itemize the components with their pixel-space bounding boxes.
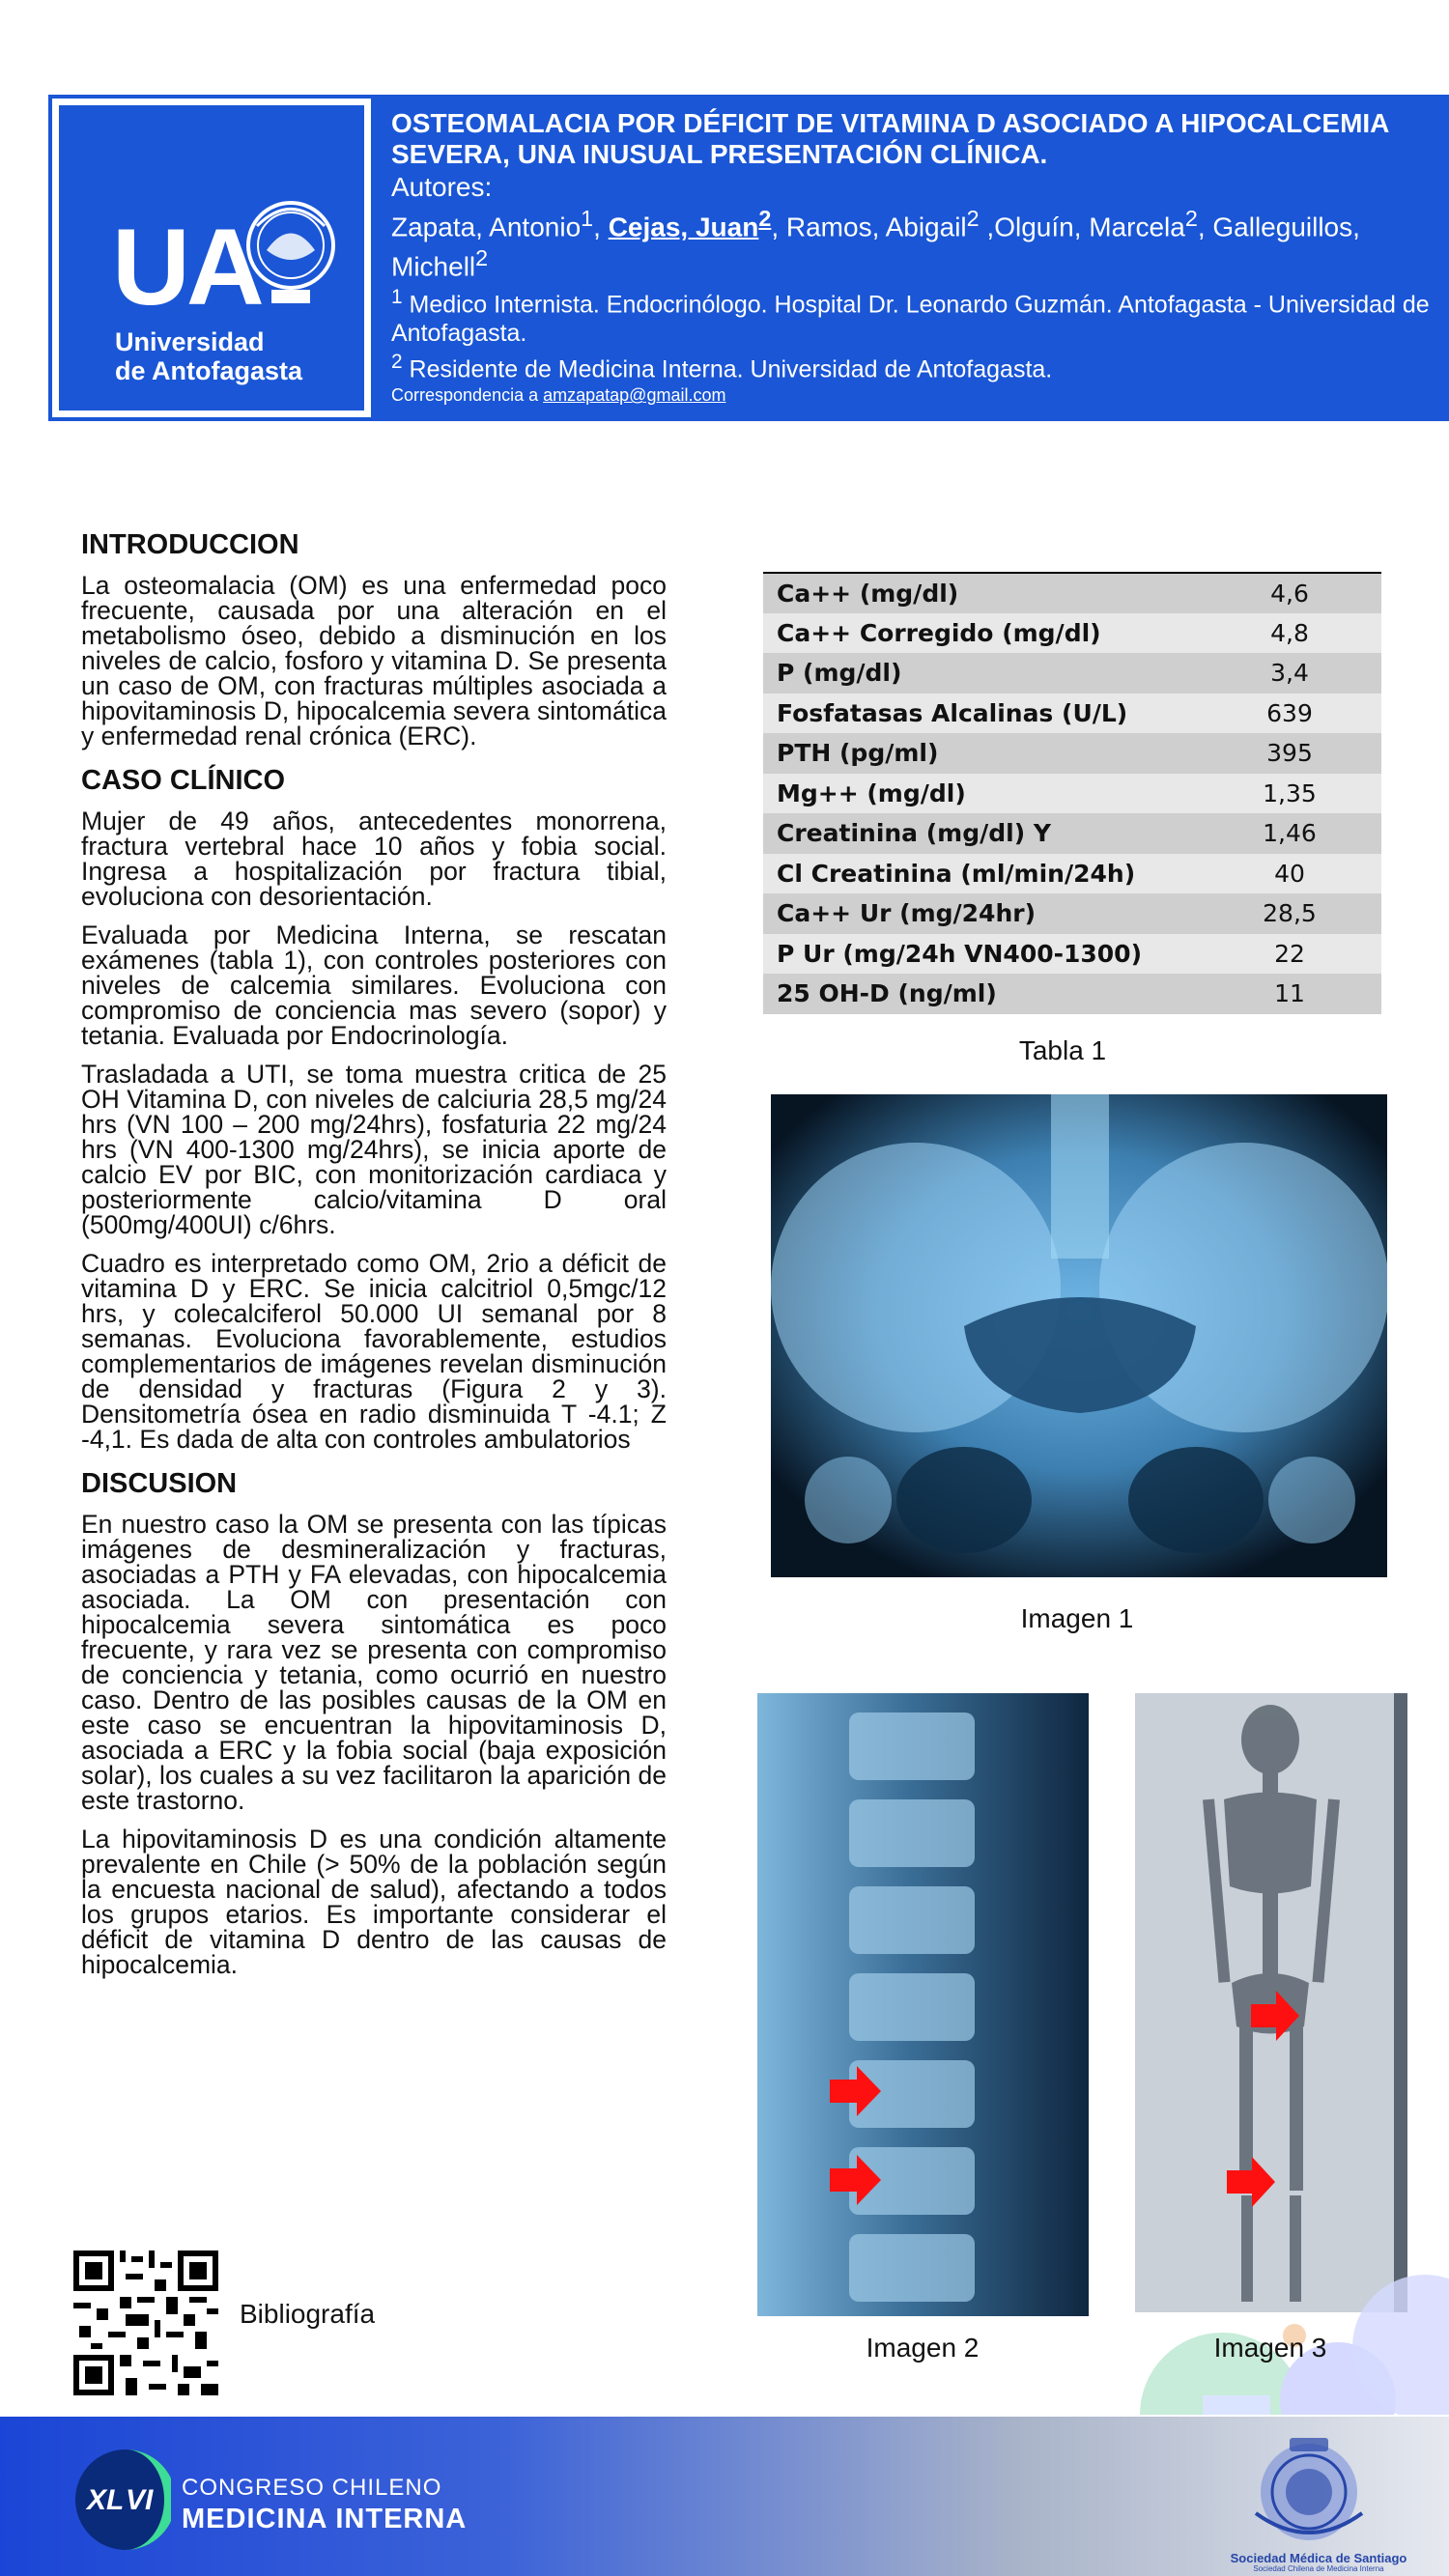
case-paragraph-4: Cuadro es interpretado como OM, 2rio a déficit de vitamina D y ERC. Se inicia calcitriol 0,5mgc/12 hrs, y colecalciferol 50.000 UI semanal por 8 semanas. Evoluciona favorablemente, estudios complementarios de imágenes revelan disminución de densidad y fracturas (Figura 2 y 3). Densitometría ósea en radio disminuida T -4.1; Z -4,1. Es dada de alta con controles ambulatorios xyxy=(81,1249,667,1454)
table-row xyxy=(763,974,1381,1014)
society-seal-icon xyxy=(1236,2436,1381,2552)
bibliography-label: Bibliografía xyxy=(240,2299,376,2329)
discussion-paragraph-2: La hipovitaminosis D es una condición altamente prevalente en Chile (> 50% de la población según la encuesta nacional de salud), afectando a todos los grupos etarios. Es importante considerar el déficit de vitamina D dentro de las causas de hipocalcemia. xyxy=(81,1825,667,1979)
logo-subtitle: Universidad de Antofagasta xyxy=(115,327,303,385)
logo-ua-text: UA xyxy=(112,207,261,327)
table-row xyxy=(763,774,1381,814)
lab-test-name: Fosfatasas Alcalinas (U/L) xyxy=(763,694,1198,734)
table-row xyxy=(763,573,1381,613)
lab-test-value: 1,35 xyxy=(1198,774,1381,814)
header-text-block xyxy=(391,108,1435,407)
table-row xyxy=(763,733,1381,774)
congress-name-line2: MEDICINA INTERNA xyxy=(182,2504,468,2534)
image-2-caption: Imagen 2 xyxy=(866,2333,980,2363)
poster-header xyxy=(48,95,1449,421)
lab-test-name: Ca++ Ur (mg/24hr) xyxy=(763,893,1198,934)
lab-results-table xyxy=(763,572,1381,1014)
pelvis-xray-image xyxy=(771,1094,1387,1577)
affiliation-2: $^2$ Residente de Medicina Interna. Universidad de Antofagasta. xyxy=(391,350,1053,383)
table-row xyxy=(763,934,1381,975)
poster-title: OSTEOMALACIA POR DÉFICIT DE VITAMINA D ASOCIADO A HIPOCALCEMIA SEVERA, UNA INUSUAL PRESENTACIÓN CLÍNICA. xyxy=(391,108,1389,169)
discussion-paragraph-1: En nuestro caso la OM se presenta con las típicas imágenes de desmineralización y fracturas, asociadas a PTH y FA elevadas, con hipocalcemia asociada. La OM con presentación con hipocalcemia severa sintomática es poco frecuente, y rara vez se presenta con compromiso de conciencia y tetania, como ocurrió en nuestro caso. Dentro de las posibles causas de la OM en este caso se encuentran la hipovitaminosis D, asociada a ERC y la fobia social (baja exposición solar), los cuales a su vez facilitaron la aparición de este trastorno. xyxy=(81,1510,667,1815)
case-heading: CASO CLÍNICO xyxy=(81,765,286,796)
lab-test-name: 25 OH-D (ng/ml) xyxy=(763,974,1198,1014)
university-seal-icon xyxy=(238,197,344,318)
intro-heading: INTRODUCCION xyxy=(81,529,299,560)
correspondence: Correspondencia a amzapatap@gmail.com xyxy=(391,385,726,406)
university-logo xyxy=(52,99,371,417)
congress-name-line1: CONGRESO CHILENO xyxy=(182,2475,442,2501)
pelvis-xray-drawing xyxy=(771,1094,1387,1577)
correspondence-email-link[interactable]: amzapatap@gmail.com xyxy=(543,385,726,406)
table-row xyxy=(763,613,1381,654)
svg-text:VI: VI xyxy=(126,2484,154,2516)
lab-test-name: Mg++ (mg/dl) xyxy=(763,774,1198,814)
lab-test-value: 28,5 xyxy=(1198,893,1381,934)
image-1-caption: Imagen 1 xyxy=(1020,1603,1134,1633)
table-row xyxy=(763,893,1381,934)
case-paragraph-2: Evaluada por Medicina Interna, se rescatan exámenes (tabla 1), con controles posteriores con niveles de calcemia similares. Evoluciona con compromiso de conciencia mas severo (sopor) y tetania. Evaluada por Endocrinología. xyxy=(81,920,667,1050)
left-column xyxy=(81,526,667,1991)
society-name: Sociedad Médica de Santiago xyxy=(1230,2551,1407,2565)
authors-list: Zapata, Antonio$^1$, Cejas, Juan$^2$, Ramos, Abigail$^2$ ,Olguín, Marcela$^2$, Galleguillos, Michell$^2$ xyxy=(391,206,1360,282)
whole-body-scan-image xyxy=(1135,1693,1407,2312)
lab-test-name: Ca++ Corregido (mg/dl) xyxy=(763,613,1198,654)
authors-label: Autores: xyxy=(391,172,493,202)
table-row xyxy=(763,694,1381,734)
table-row xyxy=(763,854,1381,894)
table-row xyxy=(763,813,1381,854)
lab-test-value: 22 xyxy=(1198,934,1381,975)
lab-test-value: 40 xyxy=(1198,854,1381,894)
lab-test-value: 4,6 xyxy=(1198,573,1381,613)
lab-test-name: Creatinina (mg/dl) Y xyxy=(763,813,1198,854)
image-3-caption: Imagen 3 xyxy=(1213,2333,1327,2363)
bibliography-qr-code[interactable] xyxy=(73,2250,218,2395)
case-paragraph-1: Mujer de 49 años, antecedentes monorrena, fractura vertebral hace 10 años y fobia social. Ingresa a hospitalización por fractura tibial, evoluciona con desorientación. xyxy=(81,807,667,911)
presenting-author: Cejas, Juan xyxy=(608,212,759,242)
lab-test-name: P Ur (mg/24h VN400-1300) xyxy=(763,934,1198,975)
intro-paragraph: La osteomalacia (OM) es una enfermedad poco frecuente, causada por una alteración en el metabolismo óseo, debido a disminución en los niveles de calcio, fosforo y vitamina D. Se presenta un caso de OM, con fracturas múltiples asociada a hipovitaminosis D, hipocalcemia severa sintomática y enfermedad renal crónica (ERC). xyxy=(81,571,667,750)
skeleton-scan-drawing xyxy=(1135,1693,1407,2312)
lab-test-name: Cl Creatinina (ml/min/24h) xyxy=(763,854,1198,894)
spine-xray-drawing xyxy=(757,1693,1089,2316)
lab-test-name: P (mg/dl) xyxy=(763,653,1198,694)
lab-test-name: PTH (pg/ml) xyxy=(763,733,1198,774)
lab-test-name: Ca++ (mg/dl) xyxy=(763,573,1198,613)
table-row xyxy=(763,653,1381,694)
table-caption: Tabla 1 xyxy=(1018,1035,1107,1065)
congress-footer xyxy=(0,2417,1449,2576)
lab-test-value: 395 xyxy=(1198,733,1381,774)
lab-test-value: 4,8 xyxy=(1198,613,1381,654)
decorative-circles xyxy=(1077,2231,1449,2415)
case-paragraph-3: Trasladada a UTI, se toma muestra critica de 25 OH Vitamina D, con niveles de calciuria 28,5 mg/24 hrs (VN 100 – 200 mg/24hrs), fosfaturia 22 mg/24 hrs (VN 400-1300 mg/24hrs), se inicia aporte de calcio EV por BIC, con monitorización cardiaca y posteriormente calcio/vitamina D oral (500mg/400UI) c/6hrs. xyxy=(81,1060,667,1239)
congress-xlvi-logo xyxy=(70,2434,171,2564)
society-subtitle: Sociedad Chilena de Medicina Interna xyxy=(1253,2564,1384,2573)
affiliation-1: $^1$ Medico Internista. Endocrinólogo. Hospital Dr. Leonardo Guzmán. Antofagasta - Universidad de Antofagasta. xyxy=(391,285,1430,347)
lab-test-value: 639 xyxy=(1198,694,1381,734)
discussion-heading: DISCUSION xyxy=(81,1468,238,1499)
svg-text:XL: XL xyxy=(87,2484,125,2516)
lab-test-value: 1,46 xyxy=(1198,813,1381,854)
lab-test-value: 3,4 xyxy=(1198,653,1381,694)
spine-xray-image xyxy=(757,1693,1089,2316)
lab-test-value: 11 xyxy=(1198,974,1381,1014)
